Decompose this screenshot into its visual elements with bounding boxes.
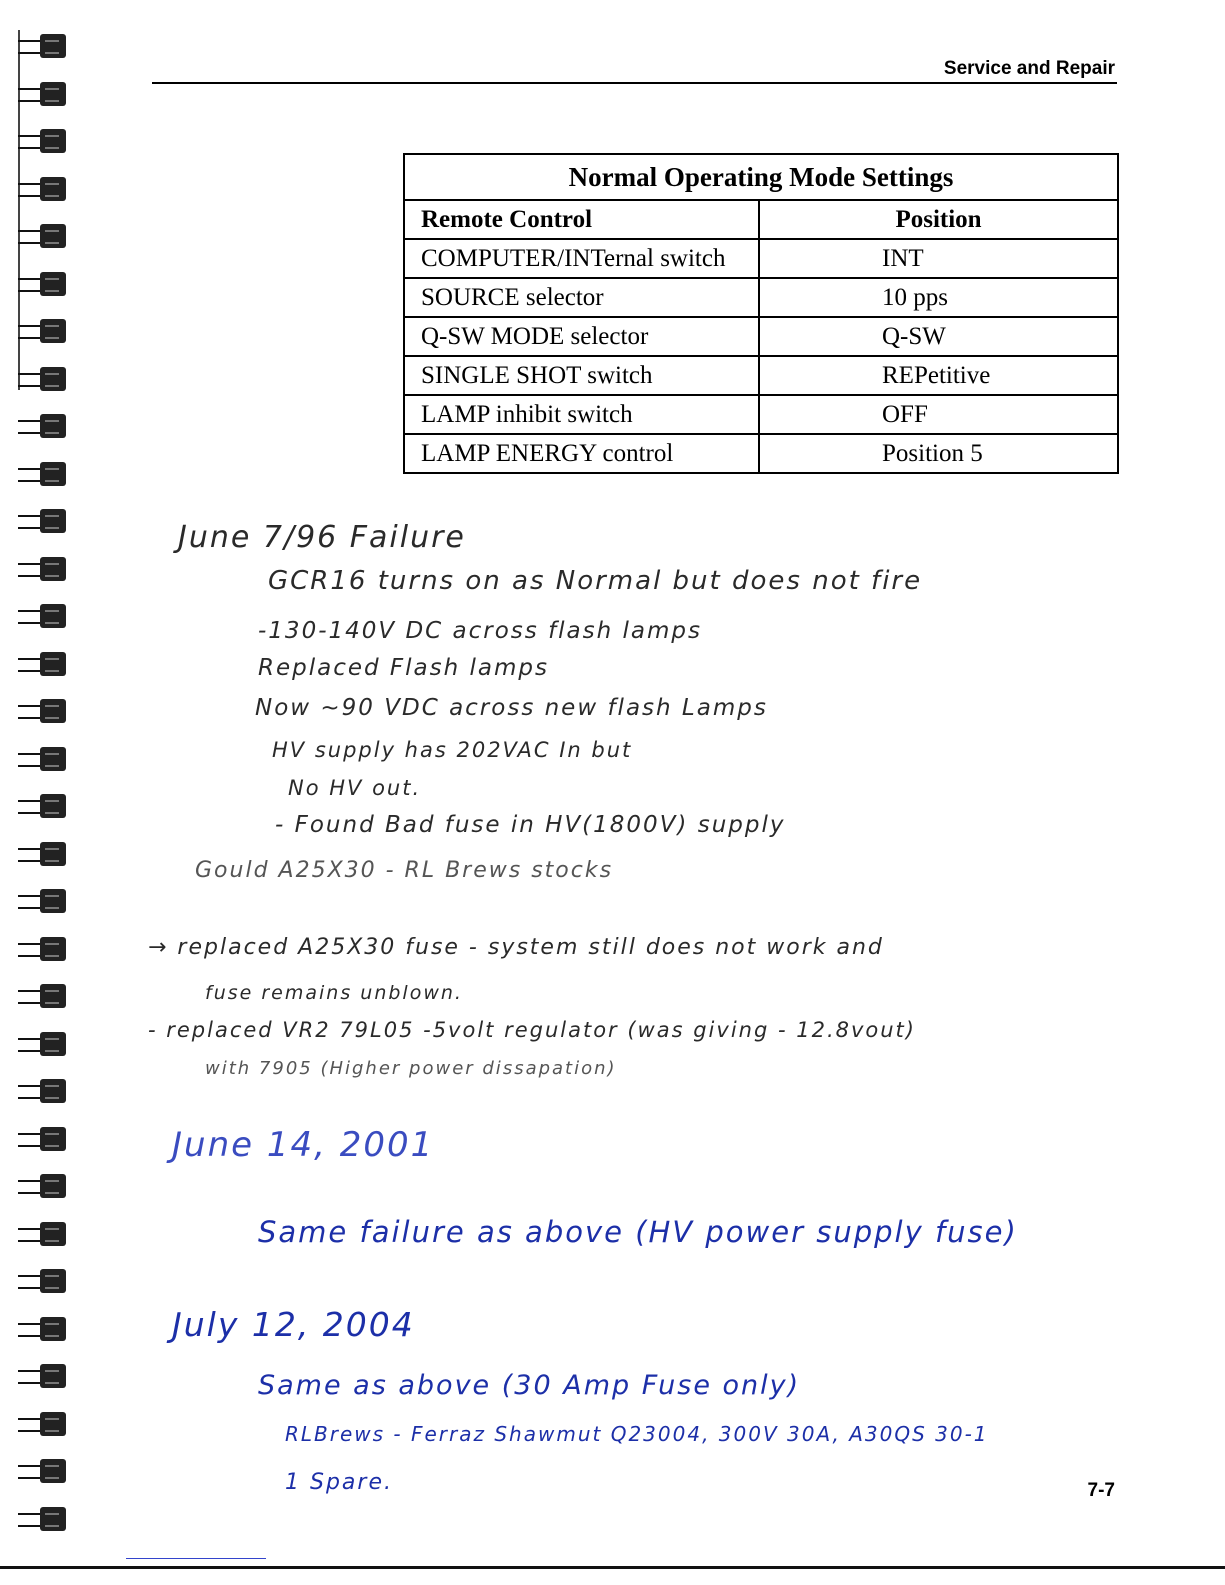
note-date-july-2004: July 12, 2004: [172, 1305, 415, 1344]
binding-hole: [40, 842, 66, 866]
table-cell-position: REPetitive: [759, 356, 1118, 395]
binding-ring: [18, 1125, 66, 1155]
note-fuse-part-details: RLBrews - Ferraz Shawmut Q23004, 300V 30A, A30QS 30-1: [285, 1422, 989, 1446]
binding-ring: [18, 1172, 66, 1202]
table-cell-control: COMPUTER/INTernal switch: [404, 239, 759, 278]
binding-hole: [40, 889, 66, 913]
note-date-june-2001: June 14, 2001: [172, 1125, 435, 1165]
binding-ring: [18, 317, 66, 347]
binding-hole: [40, 984, 66, 1008]
table-cell-position: Q-SW: [759, 317, 1118, 356]
note-same-as-above-2004: Same as above (30 Amp Fuse only): [258, 1370, 801, 1401]
binding-ring: [18, 1505, 66, 1535]
table-row: [404, 317, 1118, 356]
binding-ring: [18, 175, 66, 205]
binding-hole: [40, 1174, 66, 1198]
table-cell-control: LAMP inhibit switch: [404, 395, 759, 434]
note-found-bad-fuse: - Found Bad fuse in HV(1800V) supply: [275, 812, 786, 838]
binding-hole: [40, 129, 66, 153]
table-cell-position: OFF: [759, 395, 1118, 434]
binding-hole: [40, 1269, 66, 1293]
table-cell-position: INT: [759, 239, 1118, 278]
binding-ring: [18, 127, 66, 157]
binding-ring: [18, 1362, 66, 1392]
note-hv-supply-input: HV supply has 202VAC In but: [272, 738, 633, 762]
table-row: [404, 356, 1118, 395]
binding-hole: [40, 509, 66, 533]
table-title-row: [404, 154, 1118, 200]
binding-ring: [18, 935, 66, 965]
binding-hole: [40, 1222, 66, 1246]
binding-hole: [40, 652, 66, 676]
binding-ring: [18, 602, 66, 632]
binding-ring: [18, 555, 66, 585]
binding-ring: [18, 1077, 66, 1107]
binding-hole: [40, 82, 66, 106]
binding-ring: [18, 697, 66, 727]
binding-hole: [40, 1032, 66, 1056]
footer-link-underline: [126, 1558, 266, 1559]
binding-hole: [40, 1507, 66, 1531]
page-number: 7-7: [1087, 1480, 1115, 1501]
binding-ring: [18, 80, 66, 110]
binding-ring: [18, 840, 66, 870]
binding-hole: [40, 1127, 66, 1151]
header-rule: [152, 82, 1117, 84]
note-fuse-part-number: Gould A25X30 - RL Brews stocks: [195, 858, 614, 883]
settings-table: [403, 153, 1119, 474]
binding-ring: [18, 270, 66, 300]
note-date-june-96: June 7/96 Failure: [178, 520, 466, 555]
binding-ring: [18, 1410, 66, 1440]
binding-ring: [18, 365, 66, 395]
column-header-remote-control: Remote Control: [404, 200, 759, 239]
binding-hole: [40, 34, 66, 58]
binding-ring: [18, 1315, 66, 1345]
note-replaced-lamps: Replaced Flash lamps: [258, 655, 549, 681]
table-cell-control: Q-SW MODE selector: [404, 317, 759, 356]
binding-hole: [40, 1317, 66, 1341]
binding-ring: [18, 32, 66, 62]
binding-hole: [40, 367, 66, 391]
binding-hole: [40, 747, 66, 771]
note-replaced-fuse: → replaced A25X30 fuse - system still does not work and: [148, 935, 884, 960]
section-header: Service and Repair: [943, 58, 1115, 79]
table-cell-control: LAMP ENERGY control: [404, 434, 759, 473]
binding-ring: [18, 745, 66, 775]
table-row: [404, 278, 1118, 317]
binding-ring: [18, 650, 66, 680]
binding-ring: [18, 1030, 66, 1060]
note-replaced-regulator: - replaced VR2 79L05 -5volt regulator (was giving - 12.8vout): [148, 1018, 916, 1042]
binding-hole: [40, 604, 66, 628]
binding-hole: [40, 699, 66, 723]
binding-hole: [40, 1079, 66, 1103]
note-regulator-replacement: with 7905 (Higher power dissapation): [205, 1058, 617, 1079]
table-title: Normal Operating Mode Settings: [404, 154, 1118, 200]
binding-hole: [40, 272, 66, 296]
table-row: [404, 239, 1118, 278]
binding-ring: [18, 1457, 66, 1487]
spiral-binding: [18, 30, 68, 1560]
binding-hole: [40, 557, 66, 581]
binding-hole: [40, 177, 66, 201]
binding-hole: [40, 224, 66, 248]
column-header-position: Position: [759, 200, 1118, 239]
binding-ring: [18, 1267, 66, 1297]
note-new-lamp-voltage: Now ~90 VDC across new flash Lamps: [255, 695, 768, 721]
note-same-failure-2001: Same failure as above (HV power supply fuse): [258, 1215, 1018, 1249]
binding-hole: [40, 937, 66, 961]
table-header-row: [404, 200, 1118, 239]
binding-ring: [18, 412, 66, 442]
note-one-spare: 1 Spare.: [285, 1470, 393, 1495]
binding-ring: [18, 222, 66, 252]
binding-hole: [40, 1364, 66, 1388]
table-cell-control: SOURCE selector: [404, 278, 759, 317]
binding-hole: [40, 1412, 66, 1436]
table-cell-control: SINGLE SHOT switch: [404, 356, 759, 395]
note-voltage-across-lamps: -130-140V DC across flash lamps: [258, 618, 702, 644]
binding-ring: [18, 460, 66, 490]
binding-hole: [40, 462, 66, 486]
binding-ring: [18, 792, 66, 822]
table-cell-position: 10 pps: [759, 278, 1118, 317]
note-failure-description: GCR16 turns on as Normal but does not fire: [268, 566, 923, 596]
binding-ring: [18, 1220, 66, 1250]
binding-hole: [40, 1459, 66, 1483]
binding-hole: [40, 794, 66, 818]
binding-ring: [18, 887, 66, 917]
table-row: [404, 434, 1118, 473]
footer-rule: [0, 1566, 1225, 1569]
binding-hole: [40, 414, 66, 438]
table-row: [404, 395, 1118, 434]
binding-ring: [18, 982, 66, 1012]
note-fuse-unblown: fuse remains unblown.: [205, 982, 463, 1004]
note-no-hv-out: No HV out.: [288, 776, 422, 800]
binding-ring: [18, 507, 66, 537]
table-cell-position: Position 5: [759, 434, 1118, 473]
binding-hole: [40, 319, 66, 343]
